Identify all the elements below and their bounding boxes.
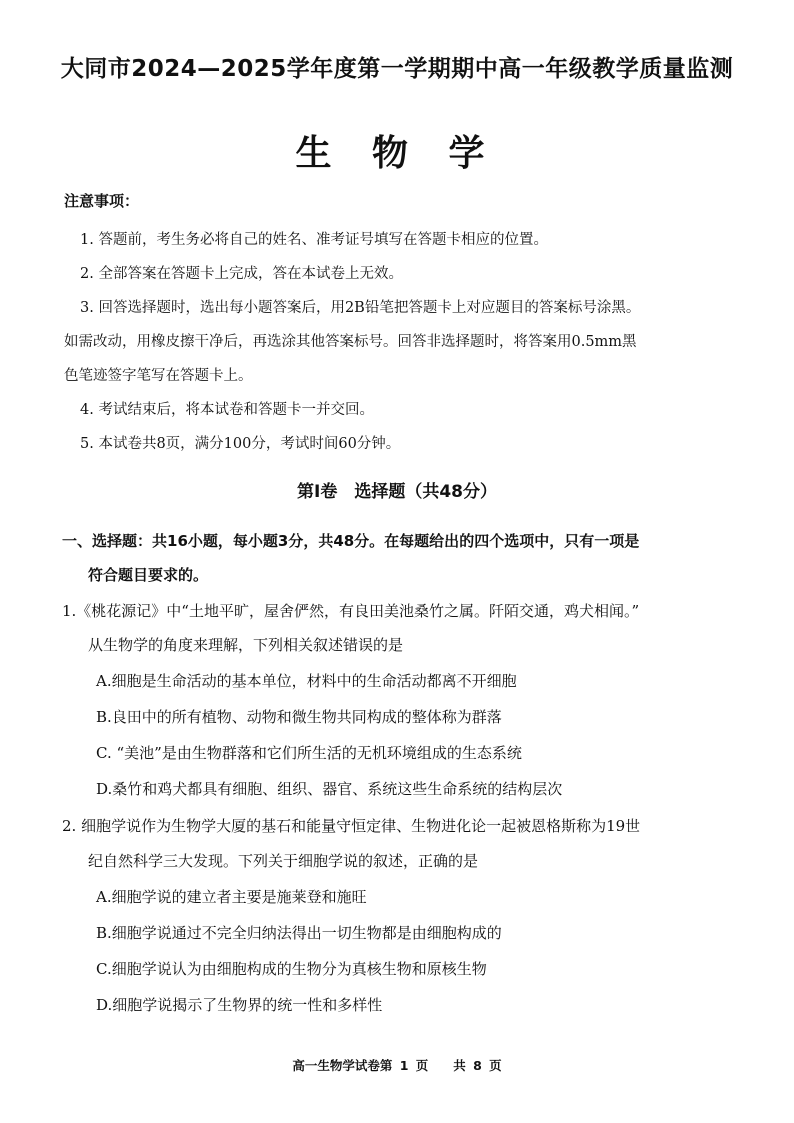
question-1-option-b: B.良田中的所有植物、动物和微生物共同构成的整体称为群落 — [96, 708, 502, 726]
question-2-option-d: D.细胞学说揭示了生物界的统一性和多样性 — [96, 996, 383, 1014]
notice-line-1: 1. 答题前，考生务必将自己的姓名、准考证号填写在答题卡相应的位置。 — [80, 232, 548, 248]
question-1-option-d: D.桑竹和鸡犬都具有细胞、组织、器官、系统这些生命系统的结构层次 — [96, 780, 563, 798]
question-1-stem: 1.《桃花源记》中“土地平旷，屋舍俨然，有良田美池桑竹之属。阡陌交通，鸡犬相闻。” — [62, 602, 640, 620]
notice-heading: 注意事项： — [64, 192, 140, 210]
notice-line-3-cont2: 色笔迹签字笔写在答题卡上。 — [64, 368, 253, 384]
notice-line-3-cont: 如需改动，用橡皮擦干净后，再选涂其他答案标号。回答非选择题时，将答案用0.5mm黑 — [64, 334, 637, 350]
section-instruction-cont: 符合题目要求的。 — [88, 566, 209, 584]
notice-line-5: 5. 本试卷共8页，满分100分，考试时间60分钟。 — [80, 436, 401, 452]
question-2-stem-cont: 纪自然科学三大发现。下列关于细胞学说的叙述，正确的是 — [88, 852, 479, 870]
question-2-option-b: B.细胞学说通过不完全归纳法得出一切生物都是由细胞构成的 — [96, 924, 502, 942]
question-1-stem-cont: 从生物学的角度来理解，下列相关叙述错误的是 — [88, 636, 404, 654]
section-title: 第Ⅰ卷 选择题（共48分） — [297, 482, 497, 502]
question-1-option-c: C. “美池”是由生物群落和它们所生活的无机环境组成的生态系统 — [96, 744, 522, 762]
notice-line-2: 2. 全部答案在答题卡上完成，答在本试卷上无效。 — [80, 266, 403, 282]
notice-line-4: 4. 考试结束后，将本试卷和答题卡一并交回。 — [80, 402, 374, 418]
section-instruction: 一、选择题：共16小题，每小题3分，共48分。在每题给出的四个选项中，只有一项是 — [62, 532, 640, 550]
question-1-option-a: A.细胞是生命活动的基本单位，材料中的生命活动都离不开细胞 — [96, 672, 517, 690]
exam-title: 大同市2024—2025学年度第一学期期中高一年级教学质量监测 — [60, 56, 734, 82]
page-footer: 高一生物学试卷第 1 页 共 8 页 — [292, 1058, 502, 1073]
question-2-stem: 2. 细胞学说作为生物学大厦的基石和能量守恒定律、生物进化论一起被恩格斯称为19世 — [62, 817, 641, 835]
question-2-option-c: C.细胞学说认为由细胞构成的生物分为真核生物和原核生物 — [96, 960, 487, 978]
subject-title: 生 物 学 — [295, 133, 499, 174]
question-2-option-a: A.细胞学说的建立者主要是施莱登和施旺 — [96, 888, 367, 906]
notice-line-3: 3. 回答选择题时，选出每小题答案后，用2B铅笔把答题卡上对应题目的答案标号涂黑。 — [80, 300, 641, 316]
